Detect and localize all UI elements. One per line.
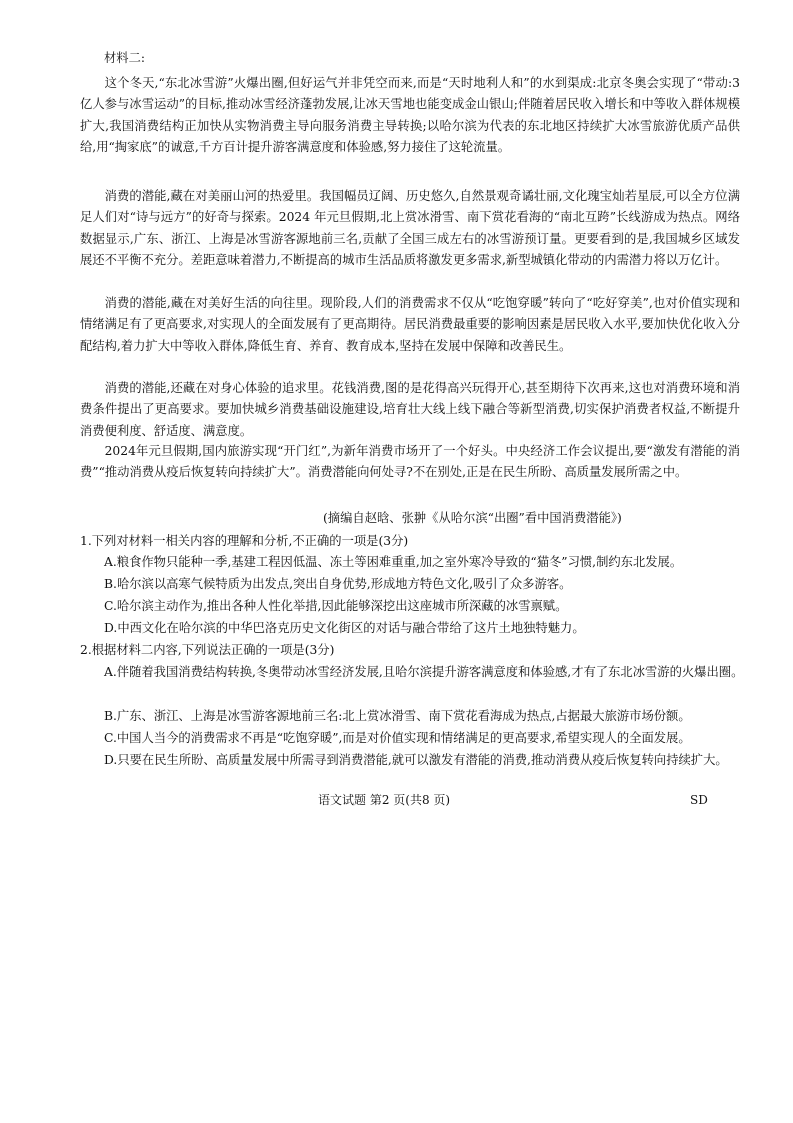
question-1-option-a: A.粮食作物只能种一季,基建工程因低温、冻土等困难重重,加之室外寒冷导致的“猫冬”习惯,制约东北发展。 [104,555,683,569]
question-2-option-d: D.只要在民生所盼、高质量发展中所需寻到消费潜能,就可以激发有潜能的消费,推动消费从疫后恢复转向持续扩大。 [104,753,728,767]
page-number: 语文试题 第2 页(共8 页) [318,793,451,807]
question-1-option-d: D.中西文化在哈尔滨的中华巴洛克历史文化街区的对话与融合带给了这片土地独特魅力。 [104,621,585,635]
exam-code: SD [690,793,708,807]
source-citation: (摘编自赵晗、张翀《从哈尔滨“出圈”看中国消费潜能》) [323,511,622,525]
material-paragraph: 这个冬天,“东北冰雪游”火爆出圈,但好运气并非凭空而来,而是“天时地利人和”的水到渠成:北京冬奥会实现了“带动:3 亿人参与冰雪运动”的目标,推动冰雪经济蓬勃发展,让冰天雪地也能变成金山银山;伴随着居民收入增长和中等收入群体规模扩大,我国消费结构正加快从实物消费主导向服务消费主导转换;以哈尔滨为代表的东北地区持续扩大冰雪旅游优质产品供给,用“掏家底”的诚意,千方百计提升游客满意度和体验感,努力接住了这轮流量。 [80,76,740,155]
question-1-option-c: C.哈尔滨主动作为,推出各种人性化举措,因此能够深挖出这座城市所深藏的冰雪禀赋。 [104,599,568,613]
material-paragraph: 消费的潜能,藏在对美好生活的向往里。现阶段,人们的消费需求不仅从“吃饱穿暖”转向了“吃好穿美”,也对价值实现和情绪满足有了更高要求,对实现人的全面发展有了更高期待。居民消费最重要的影响因素是居民收入水平,要加快优化收入分配结构,着力扩大中等收入群体,降低生育、养育、教育成本,坚持在发展中保障和改善民生。 [80,296,740,353]
question-2-option-a: A.伴随着我国消费结构转换,冬奥带动冰雪经济发展,且哈尔滨提升游客满意度和体验感,才有了东北冰雪游的火爆出圈。 [104,665,744,679]
material-heading: 材料二: [104,51,146,65]
question-2-stem: 2.根据材料二内容,下列说法正确的一项是(3分) [80,643,335,657]
question-1-stem: 1.下列对材料一相关内容的理解和分析,不正确的一项是(3分) [80,534,409,548]
material-paragraph: 消费的潜能,还藏在对身心体验的追求里。花钱消费,图的是花得高兴玩得开心,甚至期待下次再来,这也对消费环境和消费条件提出了更高要求。要加快城乡消费基础设施建设,培育壮大线上线下融合等新型消费,切实保护消费者权益,不断提升消费便利度、舒适度、满意度。 [80,381,740,438]
question-1-option-b: B.哈尔滨以高寒气候特质为出发点,突出自身优势,形成地方特色文化,吸引了众多游客。 [104,577,572,591]
material-paragraph: 消费的潜能,藏在对美丽山河的热爱里。我国幅员辽阔、历史悠久,自然景观奇谲壮丽,文化瑰宝灿若星辰,可以全方位满足人们对“诗与远方”的好奇与探索。2024 年元旦假期,北上赏冰滑雪、南下赏花看海的“南北互跨”长线游成为热点。网络数据显示,广东、浙江、上海是冰雪游客源地前三名,贡献了全国三成左右的冰雪游预订量。更要看到的是,我国城乡区域发展还不平衡不充分。差距意味着潜力,不断提高的城市生活品质将激发更多需求,新型城镇化带动的内需潜力将以万亿计。 [80,189,740,268]
material-paragraph: 2024年元旦假期,国内旅游实现“开门红”,为新年消费市场开了一个好头。中央经济工作会议提出,要“激发有潜能的消费”“推动消费从疫后恢复转向持续扩大”。消费潜能向何处寻?不在别处,正是在民生所盼、高质量发展所需之中。 [80,444,740,480]
question-2-option-b: B.广东、浙江、上海是冰雪游客源地前三名:北上赏冰滑雪、南下赏花看海成为热点,占据最大旅游市场份额。 [104,709,691,723]
question-2-option-c: C.中国人当今的消费需求不再是“吃饱穿暖”,而是对价值实现和情绪满足的更高要求,希望实现人的全面发展。 [104,731,691,745]
